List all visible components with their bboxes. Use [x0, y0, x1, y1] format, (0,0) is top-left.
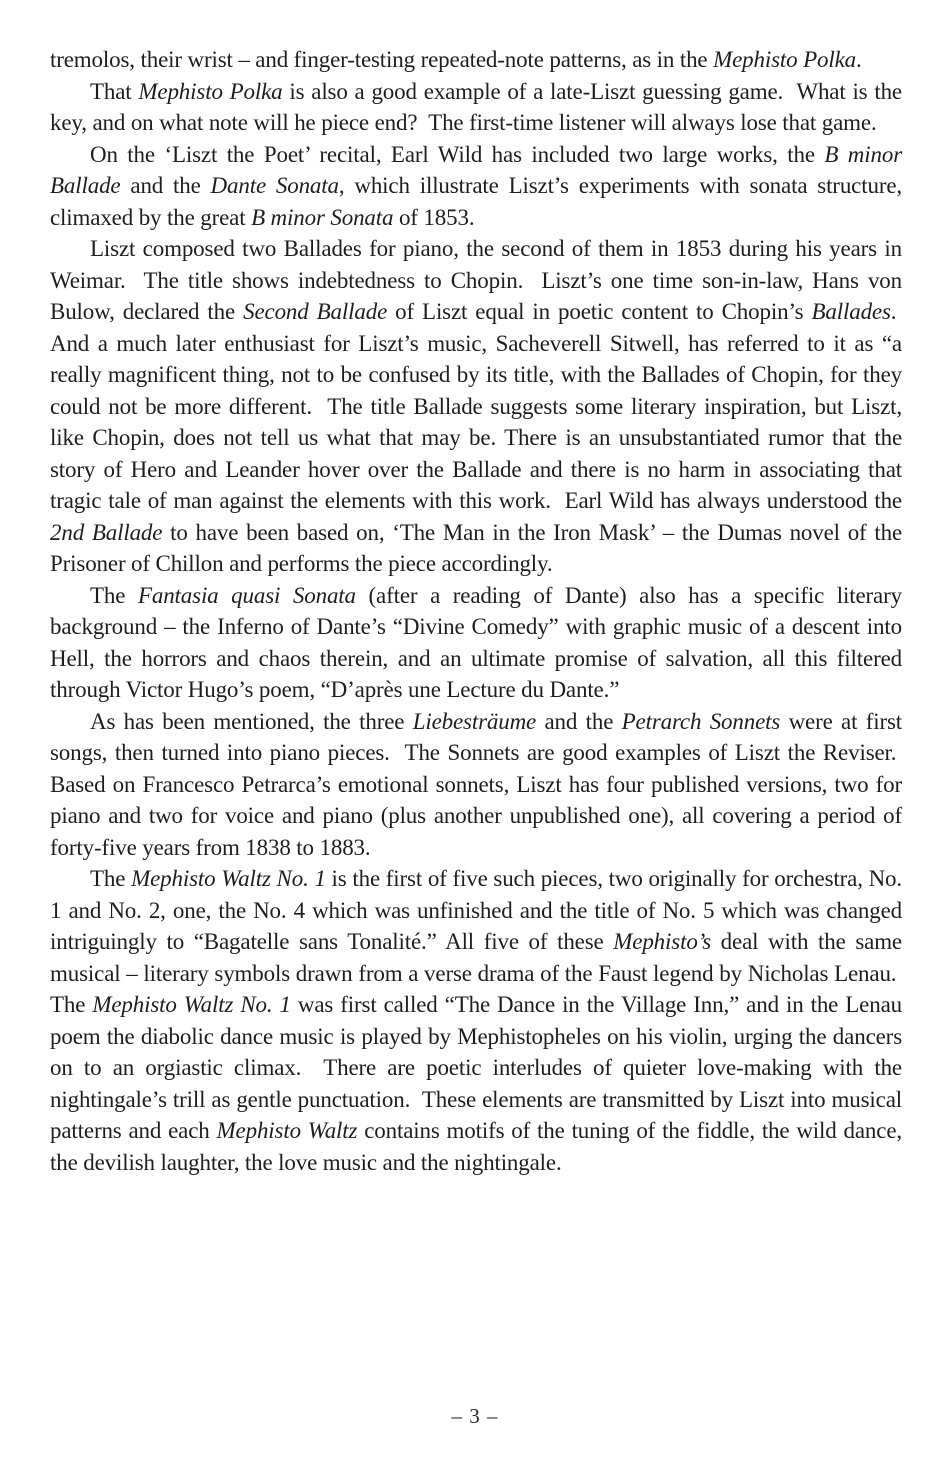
page-footer — [0, 1404, 950, 1429]
text-run: The — [90, 866, 132, 891]
text-run-italic: B minor Ballade — [50, 141, 903, 198]
paragraph — [50, 44, 902, 76]
text-run-italic: Mephisto Waltz No. 1 — [131, 866, 326, 891]
text-run-italic: Mephisto Polka — [713, 47, 856, 72]
text-run: deal with the same musical – literary symbols drawn from a verse drama of the Faust legend by Nicholas Lenau. The — [50, 929, 902, 1017]
text-run-italic: Mephisto Waltz No. 1 — [92, 992, 291, 1017]
text-run-italic: Liebesträume — [412, 708, 537, 734]
text-run-italic: Dante Sonata — [210, 173, 339, 198]
text-run: was first called “The Dance in the Village Inn,” and in the Lenau poem the diabolic dance music is played by Mephistopheles on his violin, urging the dancers on to an orgiastic climax. There are poetic interludes of quieter love-making with the nightingale’s trill as gentle punctuation. These elements are transmitted by Liszt into musical patterns and each — [50, 992, 902, 1143]
text-run-italic: Petrarch Sonnets — [621, 708, 781, 734]
page-number: – 3 – — [451, 1404, 499, 1428]
text-run-italic: Mephisto Waltz — [216, 1118, 358, 1143]
text-run: contains motifs of the tuning of the fiddle, the wild dance, the devilish laughter, the love music and the nightingale. — [50, 1118, 902, 1175]
text-run: That — [90, 78, 139, 104]
text-run: Liszt composed two Ballades for piano, the second of them in 1853 during his years in Weimar. The title shows indebtedness to Chopin. Liszt’s one time son-in-law, Hans von Bulow, declared the — [50, 236, 902, 324]
paragraph — [50, 863, 902, 1178]
text-run: As has been mentioned, the three — [90, 708, 413, 734]
text-run: (after a reading of Dante) also has a specific literary background – the Inferno of Dante’s “Divine Comedy” with graphic music of a descent into Hell, the horrors and chaos therein, and an ultimate promise of salvation, all this filtered through Victor Hugo’s poem, “D’après une Lecture du Dante.” — [50, 582, 902, 702]
text-run-italic: Ballades — [811, 299, 891, 324]
text-run-italic: Fantasia quasi Sonata — [137, 582, 356, 608]
text-run: On the ‘Liszt the Poet’ recital, Earl Wild has included two large works, the — [90, 141, 825, 167]
text-run-italic: Second Ballade — [243, 299, 388, 324]
text-run-italic: 2nd Ballade — [50, 519, 163, 545]
paragraph — [50, 233, 902, 580]
document-body — [50, 44, 902, 1178]
paragraph — [50, 706, 902, 864]
text-run: of Liszt equal in poetic content to Chopin’s — [387, 299, 812, 324]
text-run: to have been based on, ‘The Man in the Iron Mask’ – the Dumas novel of the Prisoner of Chillon and performs the piece accordingly. — [50, 519, 903, 576]
text-run-italic: Mephisto’s — [613, 929, 712, 954]
text-run: and the — [120, 173, 211, 198]
text-run: . And a much later enthusiast for Liszt’s music, Sacheverell Sitwell, has referred to it as “a really magnificent thing, not to be confused by its title, with the Ballades of Chopin, for they could not be more different. The title Ballade suggests some literary inspiration, but Liszt, like Chopin, does not tell us what that may be. There is an unsubstantiated rumor that the story of Hero and Leander hover over the Ballade and there is no harm in associating that tragic tale of man against the elements with this work. Earl Wild has always understood the — [50, 299, 902, 513]
text-run: and the — [536, 708, 622, 734]
text-run: , which illustrate Liszt’s experiments with sonata structure, climaxed by the great — [50, 173, 902, 230]
text-run: is the first of five such pieces, two originally for orchestra, No. 1 and No. 2, one, the No. 4 which was unfinished and the title of No. 5 which was changed intriguingly to “Bagatelle sans Tonalité.” All five of these — [50, 866, 902, 954]
paragraph — [50, 139, 902, 234]
text-run-italic: B minor Sonata — [251, 204, 394, 230]
text-run: were at first songs, then turned into piano pieces. The Sonnets are good examples of Liszt the Reviser. Based on Francesco Petrarca’s emotional sonnets, Liszt has four published versions, two for piano and two for voice and piano (plus another unpublished one), all covering a period of forty-five years from 1838 to 1883. — [50, 708, 903, 860]
text-run-italic: Mephisto Polka — [138, 78, 283, 104]
paragraph — [50, 580, 902, 706]
paragraph — [50, 76, 902, 139]
text-run: The — [90, 582, 138, 608]
text-run: of 1853. — [393, 204, 475, 230]
text-run: . — [856, 47, 862, 72]
text-run: is also a good example of a late-Liszt guessing game. What is the key, and on what note will he piece end? The first-time listener will always lose that game. — [50, 78, 902, 135]
text-run: tremolos, their wrist – and finger-testing repeated-note patterns, as in the — [50, 47, 714, 72]
